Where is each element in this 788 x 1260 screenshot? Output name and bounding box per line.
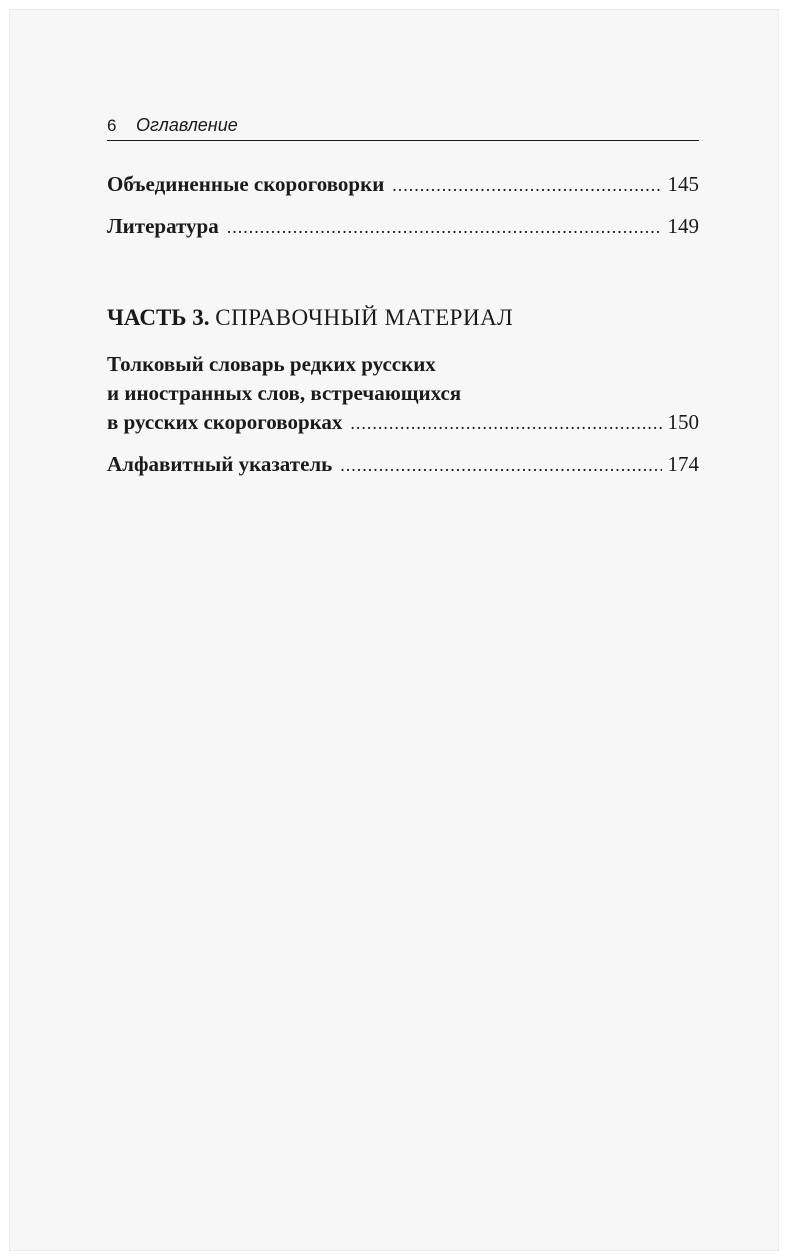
toc-entry-title-line: Толковый словарь редких русских [107, 352, 436, 376]
toc-entry-title-line: в русских скороговорках [107, 410, 343, 434]
part-separator: . [203, 305, 210, 330]
running-title: Оглавление [136, 115, 238, 135]
toc-entry[interactable] [107, 212, 699, 242]
page-number: 6 [107, 116, 117, 135]
toc-entry-title: Алфавитный указатель [107, 452, 333, 476]
toc-entry-title-line: и иностранных слов, встречающихся [107, 381, 462, 405]
toc-entry[interactable] [107, 350, 699, 438]
toc-entry-page: 150 [667, 410, 699, 434]
toc-entry-page: 174 [667, 452, 699, 476]
toc-entry[interactable] [107, 170, 699, 200]
toc-entry-page: 145 [667, 172, 699, 196]
part-name: СПРАВОЧНЫЙ МАТЕРИАЛ [215, 305, 514, 330]
toc-entry-title: Литература [107, 214, 219, 238]
running-header [107, 114, 699, 141]
book-page [9, 9, 779, 1251]
toc-entry[interactable] [107, 450, 699, 480]
dot-leader [350, 409, 661, 438]
dot-leader [227, 213, 662, 242]
toc-entry-page: 149 [667, 214, 699, 238]
part-label: ЧАСТЬ 3 [107, 305, 204, 330]
dot-leader [340, 451, 661, 480]
toc-entry-title: Объединенные скороговорки [107, 172, 385, 196]
part-heading [107, 305, 513, 331]
dot-leader [392, 171, 661, 200]
